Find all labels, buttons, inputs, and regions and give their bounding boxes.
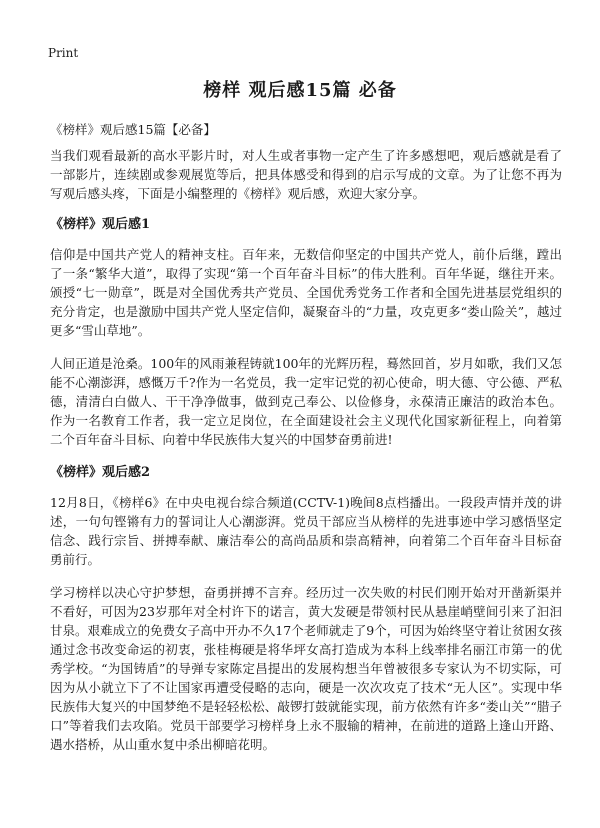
section-1-paragraph-1: 信仰是中国共产党人的精神支柱。百年来，无数信仰坚定的中国共产党人，前仆后继，蹚出了一条“繁华大道”，取得了实现“第一个百年奋斗目标”的伟大胜利。百年华诞，继往开来。颁授“七一勋章”，既是对全国优秀共产党员、全国优秀党务工作者和全国先进基层党组织的充分肯定，也是激励中国共产党人坚定信仰，凝聚奋斗的“力量，攻克更多“娄山险关”，越过更多“雪山草地”。 (50, 247, 562, 338)
document-subtitle: 《榜样》观后感15篇【必备】 (50, 122, 216, 137)
section-1-paragraph-2: 人间正道是沧桑。100年的风雨兼程铸就100年的光辉历程，蓦然回首，岁月如歌，我们又怎能不心潮澎湃，感慨万千?作为一名党员，我一定牢记党的初心使命，明大德、守公德、严私德，清清白白做人、干干净净做事，做到克己奉公、以俭修身，永葆清正廉洁的政治本色。作为一名教育工作者，我一定立足岗位，在全面建设社会主义现代化国家新征程上，向着第二个百年奋斗目标、向着中华民族伟大复兴的中国梦奋勇前进! (50, 356, 562, 447)
section-heading-1: 《榜样》观后感1 (50, 217, 151, 232)
section-2-paragraph-2: 学习榜样以决心守护梦想，奋勇拼搏不言弃。经历过一次失败的村民们刚开始对开凿新渠并不看好，可因为23岁那年对全村许下的诺言，黄大发硬是带领村民从悬崖峭壁间引来了汩汩甘泉。艰难成立的免费女子高中开办不久17个老师就走了9个，可因为始终坚守着让贫困女孩通过念书改变命运的初衷，张桂梅硬是将华坪女高打造成为本科上线率排名丽江市第一的优秀学校。“为国铸盾”的导弹专家陈定昌提出的发展构想当年曾被很多专家认为不切实际，可因为从小就立下了不让国家再遭受侵略的志向，硬是一次次攻克了技术“无人区”。实现中华民族伟大复兴的中国梦绝不是轻轻松松、敲锣打鼓就能实现，前方依然有许多“娄山关”“腊子口”等着我们去攻陷。党员干部要学习榜样身上永不服输的精神，在前进的道路上逢山开路、遇水搭桥，从山重水复中杀出柳暗花明。 (50, 585, 562, 752)
intro-paragraph: 当我们观看最新的高水平影片时，对人生或者事物一定产生了许多感想吧，观后感就是看了一部影片，连续剧或参观展览等后，把具体感受和得到的启示写成的文章。为了让您不再为写观后感头疼，下面是小编整理的《榜样》观后感，欢迎大家分享。 (50, 148, 562, 201)
print-button[interactable]: Print (48, 46, 79, 60)
document-body (50, 120, 562, 768)
page-title: 榜样 观后感15篇 必备 (203, 80, 397, 101)
section-heading-2: 《榜样》观后感2 (50, 465, 151, 480)
section-2-paragraph-1: 12月8日，《榜样6》在中央电视台综合频道(CCTV-1)晚间8点档播出。一段段声情并茂的讲述，一句句铿锵有力的誓词让人心潮澎湃。党员干部应当从榜样的先进事迹中学习感悟坚定信念、践行宗旨、拼搏奉献、廉洁奉公的高尚品质和崇高精神，向着第二个百年奋斗目标奋勇前行。 (50, 495, 562, 567)
